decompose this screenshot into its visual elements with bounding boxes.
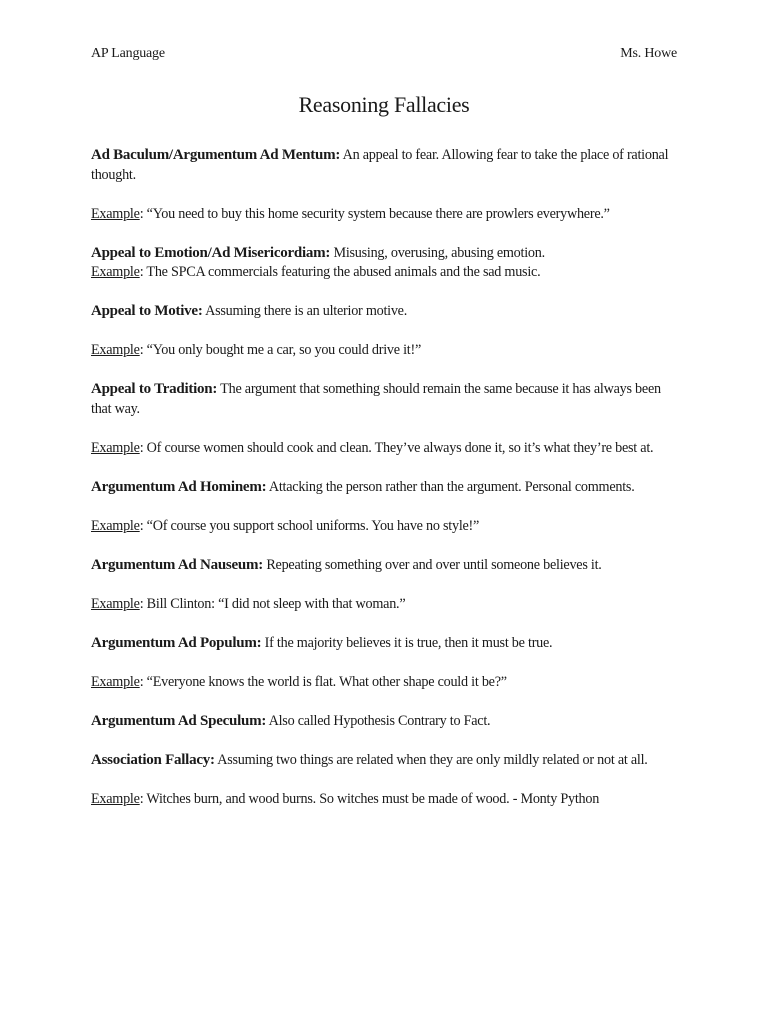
fallacy-example xyxy=(91,790,681,810)
example-label: Example xyxy=(91,342,140,358)
fallacy-description: The argument that something should remain the same because it has always been that way. xyxy=(91,381,661,417)
fallacy-definition xyxy=(91,302,681,322)
example-text: : “Of course you support school uniforms. You have no style!” xyxy=(139,517,480,534)
fallacy-example xyxy=(91,263,681,283)
fallacy-definition xyxy=(91,146,681,185)
fallacy-definition xyxy=(91,244,681,264)
fallacy-term: Argumentum Ad Speculum: xyxy=(91,712,267,729)
fallacy-term: Association Fallacy: xyxy=(91,751,215,768)
fallacy-term: Argumentum Ad Populum: xyxy=(91,634,262,651)
fallacy-description: Assuming there is an ulterior motive. xyxy=(202,303,408,319)
example-text: : Bill Clinton: “I did not sleep with that woman.” xyxy=(139,595,406,612)
fallacy-term: Argumentum Ad Hominem: xyxy=(91,478,267,495)
fallacy-definition xyxy=(91,751,681,771)
example-label: Example xyxy=(91,595,140,612)
example-text: : The SPCA commercials featuring the abused animals and the sad music. xyxy=(139,264,541,280)
example-text: : “You need to buy this home security system because there are prowlers everywhere.” xyxy=(139,205,610,222)
fallacy-list xyxy=(91,146,681,809)
fallacy-definition xyxy=(91,380,681,419)
page-title: Reasoning Fallacies xyxy=(298,92,470,117)
example-label: Example xyxy=(91,205,140,222)
fallacy-description: Also called Hypothesis Contrary to Fact. xyxy=(266,712,491,729)
fallacy-term: Appeal to Motive: xyxy=(91,303,203,319)
fallacy-term: Argumentum Ad Nauseum: xyxy=(91,556,264,573)
fallacy-example xyxy=(91,673,681,693)
fallacy-description: If the majority believes it is true, then it must be true. xyxy=(261,634,553,651)
example-text: : Witches burn, and wood burns. So witches must be made of wood. - Monty Python xyxy=(139,790,600,807)
example-label: Example xyxy=(91,439,140,456)
example-text: : “Everyone knows the world is flat. What other shape could it be?” xyxy=(139,673,507,690)
fallacy-example xyxy=(91,341,681,361)
fallacy-example xyxy=(91,205,681,225)
fallacy-definition xyxy=(91,478,681,498)
fallacy-definition xyxy=(91,712,681,732)
example-text: : “You only bought me a car, so you could drive it!” xyxy=(139,342,421,358)
page-header xyxy=(91,46,677,62)
fallacy-definition xyxy=(91,634,681,654)
example-label: Example xyxy=(91,790,140,807)
fallacy-description: Repeating something over and over until someone believes it. xyxy=(263,556,602,573)
fallacy-description: Misusing, overusing, abusing emotion. xyxy=(330,244,545,261)
teacher-name: Ms. Howe xyxy=(620,46,677,61)
fallacy-term: Appeal to Tradition: xyxy=(91,381,218,397)
fallacy-description: Attacking the person rather than the argument. Personal comments. xyxy=(266,478,635,495)
fallacy-term: Appeal to Emotion/Ad Misericordiam: xyxy=(91,244,331,261)
course-name: AP Language xyxy=(91,46,165,61)
fallacy-example xyxy=(91,439,681,459)
fallacy-example xyxy=(91,595,681,615)
fallacy-example xyxy=(91,517,681,537)
fallacy-description: Assuming two things are related when they are only mildly related or not at all. xyxy=(214,751,648,768)
fallacy-definition xyxy=(91,556,681,576)
example-text: : Of course women should cook and clean. They’ve always done it, so it’s what they’re best at. xyxy=(139,439,654,456)
example-label: Example xyxy=(91,264,140,280)
example-label: Example xyxy=(91,517,140,534)
fallacy-description: An appeal to fear. Allowing fear to take the place of rational thought. xyxy=(91,147,669,183)
fallacy-term: Ad Baculum/Argumentum Ad Mentum: xyxy=(91,147,341,163)
example-label: Example xyxy=(91,673,140,690)
